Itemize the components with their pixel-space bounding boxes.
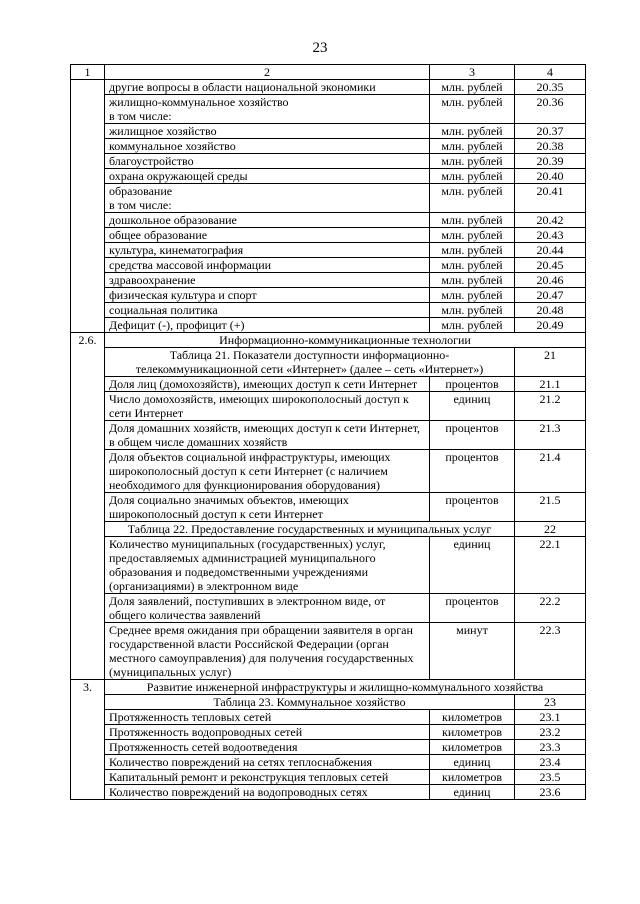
indicator-name: Среднее время ожидания при обращении заявителя в орган государственной власти Российской Федерации (орган местного самоуправления) для получения государственных (муниципальных услуг) xyxy=(105,623,430,680)
indicator-name xyxy=(105,288,430,303)
table-row xyxy=(71,228,586,243)
table-row xyxy=(71,124,586,139)
indicators-table xyxy=(70,64,586,800)
indicator-name: Число домохозяйств, имеющих широкополосный доступ к сети Интернет xyxy=(105,392,430,421)
code-cell: 23.6 xyxy=(515,785,586,800)
indicator-name xyxy=(105,213,430,228)
header-cell: 2 xyxy=(105,65,430,80)
table-title: Таблица 22. Предоставление государственных и муниципальных услуг xyxy=(105,522,515,537)
code-cell: 23.5 xyxy=(515,770,586,785)
code-cell: 22.3 xyxy=(515,623,586,680)
code-cell: 20.37 xyxy=(515,124,586,139)
table-code: 21 xyxy=(515,348,586,377)
indicator-name: Количество повреждений на сетях теплоснабжения xyxy=(105,755,430,770)
table-row xyxy=(71,184,586,213)
code-cell: 23.4 xyxy=(515,755,586,770)
indicator-label: общее образование xyxy=(109,228,208,242)
table-row xyxy=(71,288,586,303)
unit-cell: млн. рублей xyxy=(430,228,515,243)
code-cell: 23.1 xyxy=(515,710,586,725)
code-cell: 21.2 xyxy=(515,392,586,421)
code-cell: 23.2 xyxy=(515,725,586,740)
table-row xyxy=(71,450,586,493)
code-cell: 20.38 xyxy=(515,139,586,154)
unit-cell: единиц xyxy=(430,537,515,594)
code-cell: 21.1 xyxy=(515,377,586,392)
code-cell: 20.44 xyxy=(515,243,586,258)
unit-cell: процентов xyxy=(430,493,515,522)
indicator-name xyxy=(105,154,430,169)
indicator-label: другие вопросы в области национальной экономики xyxy=(109,80,376,94)
indicator-label: культура, кинематография xyxy=(109,243,244,257)
code-cell: 20.41 xyxy=(515,184,586,213)
header-cell: 1 xyxy=(71,65,105,80)
table-row xyxy=(71,377,586,392)
unit-cell: млн. рублей xyxy=(430,288,515,303)
header-cell: 3 xyxy=(430,65,515,80)
unit-cell: млн. рублей xyxy=(430,139,515,154)
code-cell: 20.47 xyxy=(515,288,586,303)
unit-cell: млн. рублей xyxy=(430,95,515,124)
table-row xyxy=(71,594,586,623)
indicator-name xyxy=(105,80,430,95)
unit-cell: млн. рублей xyxy=(430,273,515,288)
indicator-name xyxy=(105,169,430,184)
indicator-name xyxy=(105,184,430,213)
indicator-label: благоустройство xyxy=(109,154,194,168)
section-row xyxy=(71,680,586,695)
table-row xyxy=(71,392,586,421)
code-cell: 21.5 xyxy=(515,493,586,522)
indicator-name: Доля заявлений, поступивших в электронном виде, от общего количества заявлений xyxy=(105,594,430,623)
unit-cell: минут xyxy=(430,623,515,680)
unit-cell: единиц xyxy=(430,785,515,800)
unit-cell: млн. рублей xyxy=(430,154,515,169)
indicator-name: Доля объектов социальной инфраструктуры, имеющих широкополосный доступ к сети Интернет (с наличием необходимого для функционирования оборудования) xyxy=(105,450,430,493)
code-cell: 22.2 xyxy=(515,594,586,623)
table-row xyxy=(71,243,586,258)
indicator-label: социальная политика xyxy=(109,303,218,317)
indicator-name: Доля лиц (домохозяйств), имеющих доступ к сети Интернет xyxy=(105,377,430,392)
unit-cell: единиц xyxy=(430,755,515,770)
table-row xyxy=(71,493,586,522)
indicator-name: Количество муниципальных (государственных) услуг, предоставляемых администрацией муниципального образования и подведомственными учреждениями (организациями) в электронном виде xyxy=(105,537,430,594)
indicator-name: Протяженность сетей водоотведения xyxy=(105,740,430,755)
indicator-label: жилищное хозяйство xyxy=(109,124,217,138)
table-row xyxy=(71,785,586,800)
indicator-name xyxy=(105,273,430,288)
table-row xyxy=(71,537,586,594)
code-cell: 21.3 xyxy=(515,421,586,450)
code-cell: 20.43 xyxy=(515,228,586,243)
code-cell: 20.45 xyxy=(515,258,586,273)
indicator-name: Доля домашних хозяйств, имеющих доступ к сети Интернет, в общем числе домашних хозяйств xyxy=(105,421,430,450)
indicator-label: дошкольное образование xyxy=(109,213,237,227)
indicator-name xyxy=(105,303,430,318)
indicator-label: физическая культура и спорт xyxy=(109,288,257,302)
table-row xyxy=(71,623,586,680)
table-title-row xyxy=(71,522,586,537)
indicator-name xyxy=(105,139,430,154)
table-row xyxy=(71,139,586,154)
code-cell: 20.46 xyxy=(515,273,586,288)
unit-cell: млн. рублей xyxy=(430,318,515,333)
indicator-name xyxy=(105,124,430,139)
section-number-cell xyxy=(71,80,105,333)
table-row xyxy=(71,303,586,318)
code-cell: 20.40 xyxy=(515,169,586,184)
section-title: Информационно-коммуникационные технологии xyxy=(105,333,586,348)
table-row xyxy=(71,318,586,333)
unit-cell: млн. рублей xyxy=(430,184,515,213)
unit-cell: километров xyxy=(430,770,515,785)
code-cell: 22.1 xyxy=(515,537,586,594)
indicator-label: коммунальное хозяйство xyxy=(109,139,236,153)
table-row xyxy=(71,154,586,169)
section-title: Развитие инженерной инфраструктуры и жилищно-коммунального хозяйства xyxy=(105,680,586,695)
unit-cell: млн. рублей xyxy=(430,213,515,228)
indicator-label: средства массовой информации xyxy=(109,258,272,272)
indicator-label: здравоохранение xyxy=(109,273,196,287)
section-number: 2.6. xyxy=(71,333,105,680)
code-cell: 23.3 xyxy=(515,740,586,755)
code-cell: 20.36 xyxy=(515,95,586,124)
table-row xyxy=(71,273,586,288)
indicator-sublabel: в том числе: xyxy=(109,109,172,123)
indicator-label: Дефицит (-), профицит (+) xyxy=(109,318,245,332)
indicator-label: охрана окружающей среды xyxy=(109,169,248,183)
code-cell: 20.49 xyxy=(515,318,586,333)
table-row xyxy=(71,755,586,770)
table-title: Таблица 21. Показатели доступности информационно-телекоммуникационной сети «Интернет» (далее – сеть «Интернет») xyxy=(105,348,515,377)
indicator-label: жилищно-коммунальное хозяйство xyxy=(109,95,289,109)
indicator-name: Протяженность водопроводных сетей xyxy=(105,725,430,740)
table-row xyxy=(71,740,586,755)
indicator-name: Доля социально значимых объектов, имеющих широкополосный доступ к сети Интернет xyxy=(105,493,430,522)
unit-cell: километров xyxy=(430,725,515,740)
table-row xyxy=(71,770,586,785)
table-row xyxy=(71,213,586,228)
indicator-name: Количество повреждений на водопроводных сетях xyxy=(105,785,430,800)
table-code: 22 xyxy=(515,522,586,537)
table-title-row xyxy=(71,695,586,710)
unit-cell: млн. рублей xyxy=(430,169,515,184)
indicator-label: образование xyxy=(109,184,173,198)
unit-cell: млн. рублей xyxy=(430,124,515,139)
table-row xyxy=(71,169,586,184)
unit-cell: млн. рублей xyxy=(430,303,515,318)
code-cell: 21.4 xyxy=(515,450,586,493)
indicator-name xyxy=(105,258,430,273)
indicator-name xyxy=(105,95,430,124)
indicator-sublabel: в том числе: xyxy=(109,198,172,212)
page-number: 23 xyxy=(312,40,328,56)
indicator-name xyxy=(105,228,430,243)
unit-cell: процентов xyxy=(430,377,515,392)
indicator-name xyxy=(105,243,430,258)
indicator-name xyxy=(105,318,430,333)
header-cell: 4 xyxy=(515,65,586,80)
unit-cell: километров xyxy=(430,710,515,725)
indicator-name: Капитальный ремонт и реконструкция тепловых сетей xyxy=(105,770,430,785)
code-cell: 20.48 xyxy=(515,303,586,318)
table-row xyxy=(71,80,586,95)
table-code: 23 xyxy=(515,695,586,710)
table-row xyxy=(71,710,586,725)
code-cell: 20.39 xyxy=(515,154,586,169)
unit-cell: млн. рублей xyxy=(430,80,515,95)
code-cell: 20.42 xyxy=(515,213,586,228)
table-title-row xyxy=(71,348,586,377)
section-row xyxy=(71,333,586,348)
unit-cell: процентов xyxy=(430,450,515,493)
unit-cell: млн. рублей xyxy=(430,243,515,258)
unit-cell: процентов xyxy=(430,421,515,450)
table-title: Таблица 23. Коммунальное хозяйство xyxy=(105,695,515,710)
header-row xyxy=(71,65,586,80)
unit-cell: процентов xyxy=(430,594,515,623)
table-row xyxy=(71,95,586,124)
section-number: 3. xyxy=(71,680,105,800)
table-row xyxy=(71,421,586,450)
unit-cell: единиц xyxy=(430,392,515,421)
table-row xyxy=(71,725,586,740)
unit-cell: километров xyxy=(430,740,515,755)
table-row xyxy=(71,258,586,273)
indicator-name: Протяженность тепловых сетей xyxy=(105,710,430,725)
unit-cell: млн. рублей xyxy=(430,258,515,273)
code-cell: 20.35 xyxy=(515,80,586,95)
